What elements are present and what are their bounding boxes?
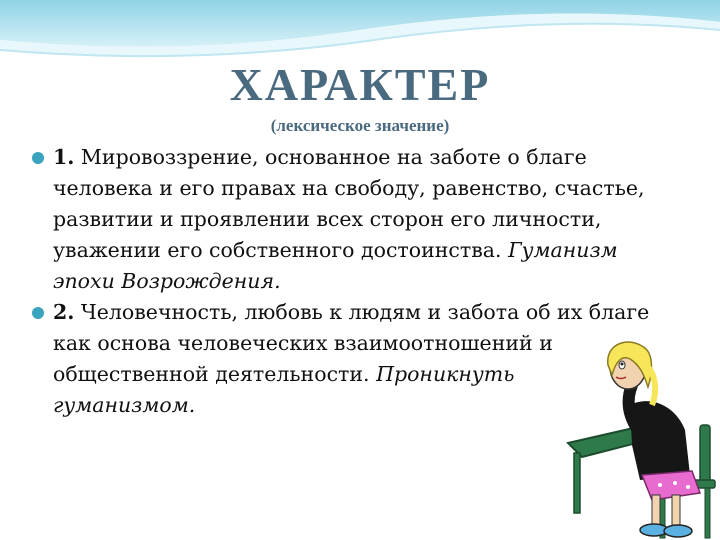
item-example: Проникнуть гуманизмом.: [53, 362, 515, 417]
item-number: 2.: [53, 300, 75, 324]
slide-subtitle: (лексическое значение): [270, 116, 450, 135]
item-number: 1.: [53, 145, 75, 169]
thinking-girl-illustration: [560, 335, 720, 540]
bullet-icon: [32, 307, 44, 319]
item-text: Человечность, любовь к людям и забота об их благе как основа человеческих взаимоотношений и общественной деятельности.: [53, 300, 650, 386]
item-example: Гуманизм эпохи Возрождения.: [53, 238, 618, 293]
slide-title: ХАРАКТЕР: [229, 59, 491, 110]
definition-item-1: [32, 142, 657, 297]
bullet-icon: [32, 152, 44, 164]
item-text: Мировоззрение, основанное на заботе о благе человека и его правах на свободу, равенство, счастье, развитии и проявлении всех сторон его личности, уважении его собственного достоинства.: [53, 145, 645, 262]
